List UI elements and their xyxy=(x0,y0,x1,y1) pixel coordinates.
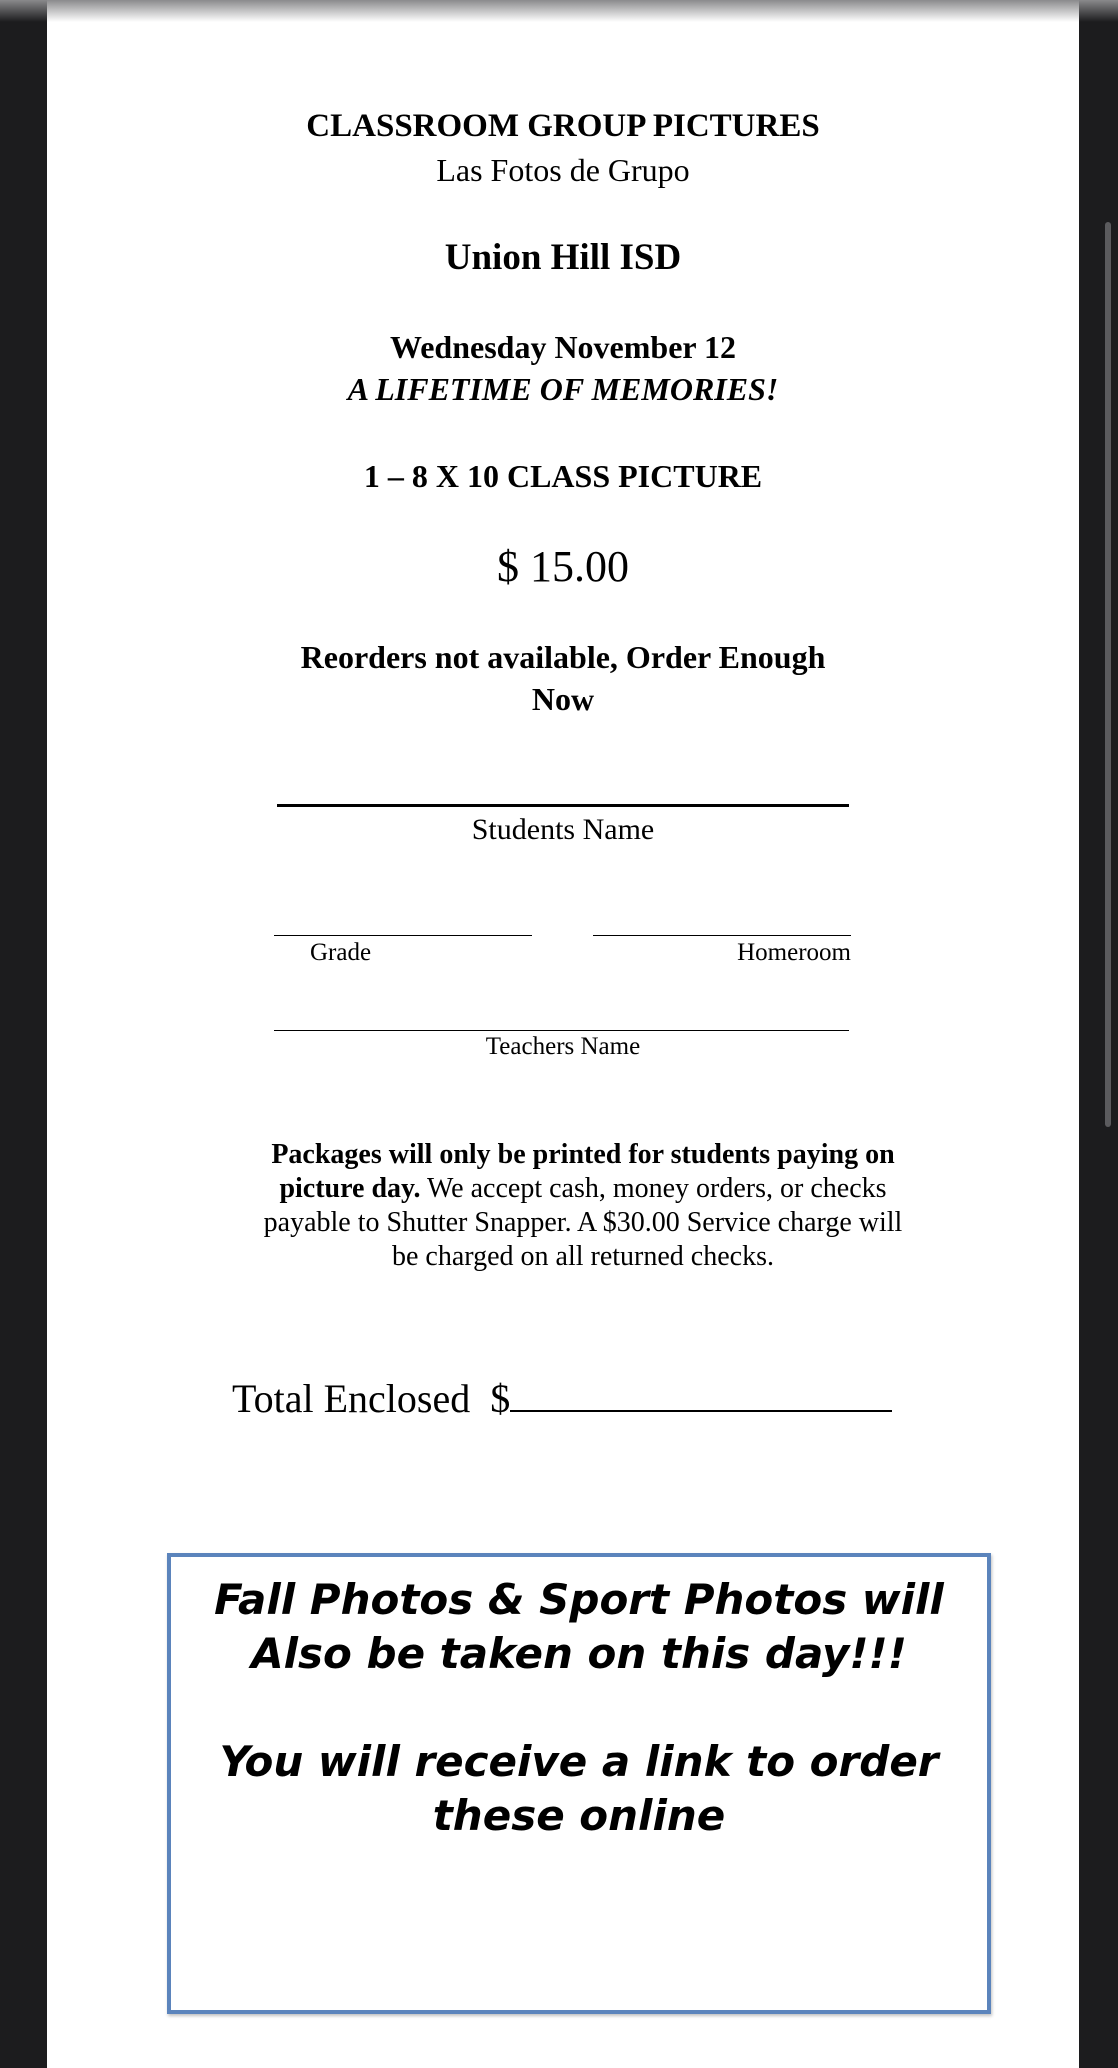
total-enclosed-label: Total Enclosed xyxy=(232,1376,471,1421)
teacher-name-line[interactable] xyxy=(274,1030,849,1031)
top-shadow xyxy=(0,0,1118,22)
scrollbar[interactable] xyxy=(1105,222,1111,1127)
payment-policy-text: We accept cash, money orders, or checks payable to Shutter Snapper. A $30.00 Service charge will be charged on all returned checks. xyxy=(263,1173,903,1272)
document-page xyxy=(47,0,1079,2068)
notice-line-3: You will receive a link to order xyxy=(219,1737,939,1786)
tagline: A LIFETIME OF MEMORIES! xyxy=(347,371,779,407)
reorder-notice-line-2: Now xyxy=(531,681,595,717)
grade-line[interactable] xyxy=(274,935,532,936)
homeroom-label: Homeroom xyxy=(737,939,851,966)
notice-line-4: these online xyxy=(432,1791,726,1840)
district-name: Union Hill ISD xyxy=(444,237,682,278)
payment-policy xyxy=(252,1138,914,1274)
product-description: 1 – 8 X 10 CLASS PICTURE xyxy=(363,458,763,494)
total-enclosed xyxy=(232,1375,892,1422)
picture-date: Wednesday November 12 xyxy=(389,329,737,365)
total-amount-line[interactable] xyxy=(510,1409,892,1412)
student-name-line[interactable] xyxy=(277,804,849,807)
notice-line-2: Also be taken on this day!!! xyxy=(251,1629,907,1678)
grade-label: Grade xyxy=(310,939,372,966)
teacher-name-label: Teachers Name xyxy=(485,1033,641,1060)
form-subtitle: Las Fotos de Grupo xyxy=(436,152,690,188)
student-name-label: Students Name xyxy=(471,813,655,846)
notice-line-1: Fall Photos & Sport Photos will xyxy=(214,1575,944,1624)
homeroom-line[interactable] xyxy=(593,935,851,936)
online-order-notice-box xyxy=(167,1553,991,2014)
form-title: CLASSROOM GROUP PICTURES xyxy=(306,108,820,144)
price: $ 15.00 xyxy=(497,542,629,591)
reorder-notice-line-1: Reorders not available, Order Enough xyxy=(300,639,826,675)
currency-symbol: $ xyxy=(490,1376,511,1421)
payment-policy-bold: Packages will only be printed for students paying on picture day. xyxy=(271,1139,895,1204)
